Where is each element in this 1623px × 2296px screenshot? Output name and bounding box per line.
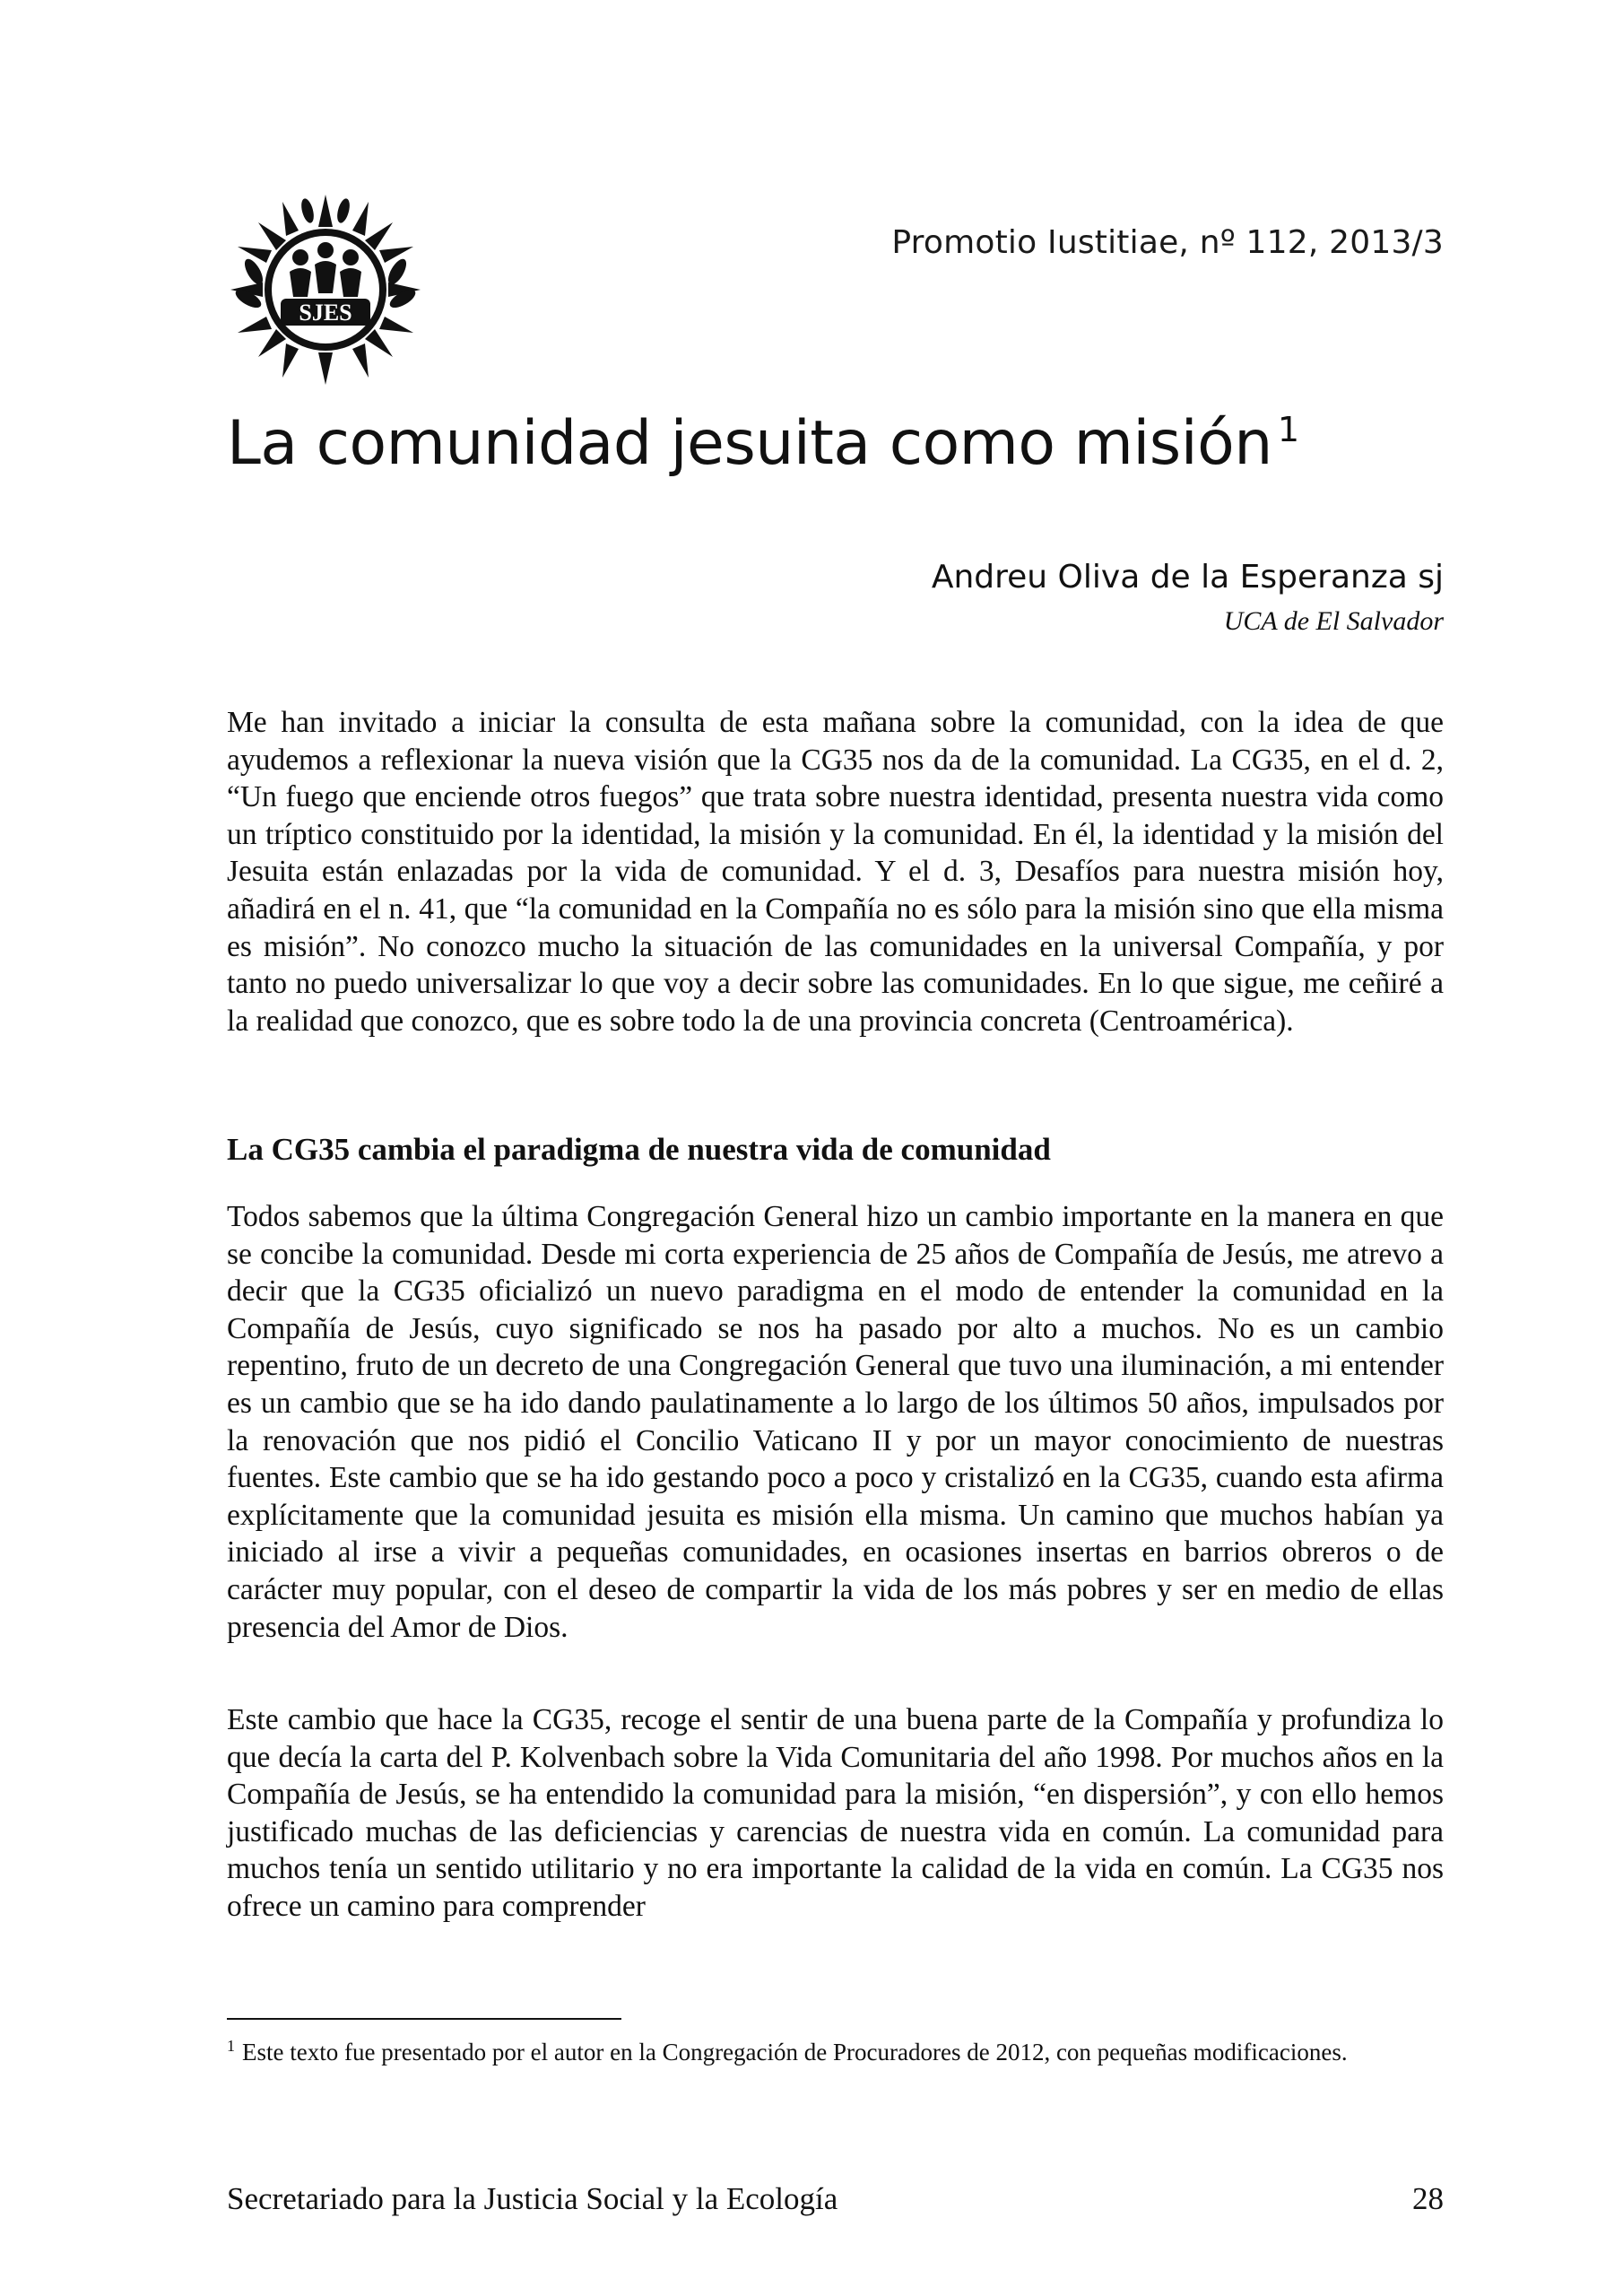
author-name: Andreu Oliva de la Esperanza sj <box>931 559 1444 596</box>
section-heading: La CG35 cambia el paradigma de nuestra vida de comunidad <box>227 1132 1051 1167</box>
title-footnote-mark[interactable]: 1 <box>1277 410 1299 449</box>
footnote <box>227 2031 1444 2068</box>
footnote-text: Este texto fue presentado por el autor en la Congregación de Procuradores de 2012, con pequeñas modificaciones. <box>242 2039 1348 2066</box>
logo-text: SJES <box>299 300 352 326</box>
footnote-divider <box>227 2018 621 2020</box>
paragraph-2: Todos sabemos que la última Congregación General hizo un cambio importante en la manera en que se concibe la comunidad. Desde mi corta experiencia de 25 años de Compañía de Jesús, me atrevo a decir que la CG35 oficializó un nuevo paradigma en el modo de entender la comunidad en la Compañía de Jesús, cuyo significado se nos ha pasado por alto a muchos. No es un cambio repentino, fruto de un decreto de una Congregación General que tuvo una iluminación, a mi entender es un cambio que se ha ido dando paulatinamente a lo largo de los últimos 50 años, impulsados por la renovación que nos pidió el Concilio Vaticano II y por un mayor conocimiento de nuestras fuentes. Este cambio que se ha ido gestando poco a poco y cristalizó en la CG35, cuando esta afirma explícitamente que la comunidad jesuita es misión ella misma. Un camino que muchos habían ya iniciado al irse a vivir a pequeñas comunidades, en ocasiones insertas en barrios obreros o de carácter muy popular, con el deseo de compartir la vida de los más pobres y ser en medio de ellas presencia del Amor de Dios. <box>227 1200 1444 1644</box>
publication-reference: Promotio Iustitiae, nº 112, 2013/3 <box>891 224 1444 261</box>
footnote-mark: 1 <box>227 2037 235 2055</box>
footer-organization: Secretariado para la Justicia Social y la Ecología <box>227 2181 838 2216</box>
paragraph-3: Este cambio que hace la CG35, recoge el sentir de una buena parte de la Compañía y profundiza lo que decía la carta del P. Kolvenbach sobre la Vida Comunitaria del año 1998. Por muchos años en la Compañía de Jesús, se ha entendido la comunidad para la misión, “en dispersión”, y con ello hemos justificado muchas de las deficiencias y carencias de nuestra vida en común. La comunidad para muchos tenía un sentido utilitario y no era importante la calidad de la vida en común. La CG35 nos ofrece un camino para comprender <box>227 1703 1444 1923</box>
article-title <box>227 408 1299 479</box>
sjes-logo <box>227 191 424 388</box>
paragraph-intro: Me han invitado a iniciar la consulta de esta mañana sobre la comunidad, con la idea de que ayudemos a reflexionar la nueva visión que la CG35 nos da de la comunidad. La CG35, en el d. 2, “Un fuego que enciende otros fuegos” que trata sobre nuestra identidad, presenta nuestra vida como un tríptico constituido por la identidad, la misión y la comunidad. En él, la identidad y la misión del Jesuita están enlazadas por la vida de comunidad. Y el d. 3, Desafíos para nuestra misión hoy, añadirá en el n. 41, que “la comunidad en la Compañía no es sólo para la misión sino que ella misma es misión”. No conozco mucho la situación de las comunidades en la universal Compañía, y por tanto no puedo universalizar lo que voy a decir sobre las comunidades. En lo que sigue, me ceñiré a la realidad que conozco, que es sobre todo la de una provincia concreta (Centroamérica). <box>227 706 1444 1038</box>
author-affiliation: UCA de El Salvador <box>1223 606 1444 636</box>
sun-emblem-icon <box>227 191 424 388</box>
page-number: 28 <box>1412 2181 1444 2216</box>
article-title-text: La comunidad jesuita como misión <box>227 408 1272 479</box>
